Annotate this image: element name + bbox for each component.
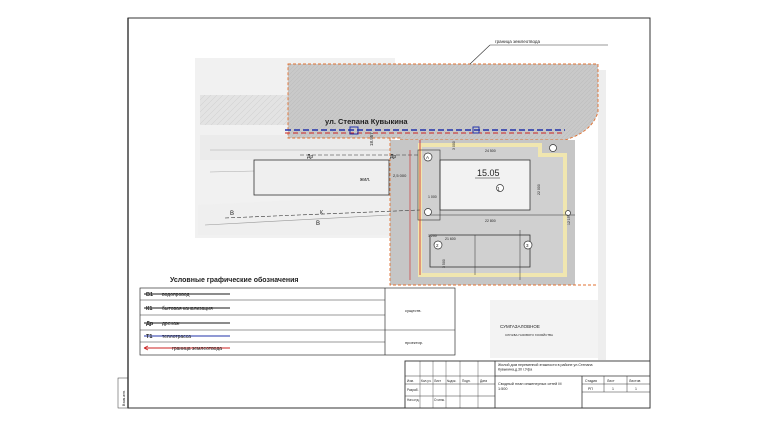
bench-label-2: 2: [436, 243, 439, 248]
sheet-title: Сводный план инженерных сетей М 1:500: [498, 382, 562, 391]
badge-sub: СЛУЖБА ГАЗОВОГО ХОЗЯЙСТВА: [505, 333, 553, 337]
dim-r2: 12 197: [567, 214, 571, 225]
water-label-right: В: [316, 221, 321, 227]
stamp-cell: №док.: [447, 379, 457, 383]
sheets-value: 1: [635, 387, 637, 391]
road-area: [288, 64, 598, 140]
sewer-label: К: [320, 210, 323, 216]
legend-status-project: проектир.: [405, 340, 424, 345]
sheet-header: Лист: [607, 379, 615, 383]
side-stamp-label: Взам.инв.: [122, 390, 126, 406]
boundary-callout: граница землеотвода: [495, 39, 541, 44]
legend-title: Условные графические обозначения: [170, 277, 299, 284]
sheets-header: Листов: [629, 379, 641, 383]
stamp-role: Ст.инж.: [434, 398, 445, 402]
street-label: ул. Степана Кувыкина: [325, 117, 408, 126]
drain-label-1: Др: [307, 154, 314, 160]
bench-label-a: А: [426, 155, 430, 160]
legend-text: теплотрасса: [162, 334, 191, 340]
legend-text: дренаж: [162, 321, 180, 327]
legend-status-existing: существ.: [405, 308, 422, 313]
building-note: жил.: [360, 177, 371, 183]
bench-label-3: 3: [526, 243, 529, 248]
stamp-role: Нач.отд.: [407, 398, 420, 402]
legend-code: Т1: [146, 334, 153, 340]
legend-text: бытовая канализация: [162, 306, 213, 312]
dim-bottom: 3 500: [442, 259, 446, 268]
center-mark: 1: [497, 187, 500, 193]
stage-value: РП: [588, 387, 593, 391]
stamp-cell: Кол.уч.: [421, 379, 432, 383]
legend-code: Др: [146, 321, 154, 327]
dim-side: 3 000: [452, 141, 456, 150]
title-block: [405, 361, 650, 408]
stamp-cell: Дата: [480, 379, 488, 383]
dim-top: 24 500: [485, 149, 496, 153]
legend-code: К1: [146, 306, 153, 312]
stage-header: Стадия: [585, 379, 597, 383]
width-label: 18.957: [369, 132, 374, 146]
dim-lower: 21 600: [445, 237, 456, 241]
project-title: Жилой дом переменной этажности в районе ул.Степана Кувыкина,д.30 г.Уфа: [498, 363, 593, 372]
legend-text: граница землеотвода: [172, 346, 223, 352]
elevation-label: 15.05: [477, 168, 500, 178]
legend-code: В1: [146, 292, 154, 298]
dim-right: 22 000: [537, 184, 541, 195]
stamp-cell: Изм.: [407, 379, 414, 383]
sheet-value: 1: [612, 387, 614, 391]
room-label: 2,5 000: [393, 173, 407, 178]
badge-title: СУМГАЗАЛОВНОЕ: [500, 324, 540, 329]
drain-label-2: Др: [390, 154, 397, 160]
dim-c1: 1 000: [428, 195, 437, 199]
dim-c2: 1 200: [428, 234, 437, 238]
stamp-cell: Подп.: [462, 379, 471, 383]
legend-text: водопровод: [162, 292, 190, 298]
building-footprint: [418, 145, 565, 275]
dim-mid: 22 800: [485, 219, 496, 223]
stamp-cell: Лист: [434, 379, 441, 383]
water-label-left: В: [230, 211, 235, 217]
stamp-role: Разраб.: [407, 388, 419, 392]
